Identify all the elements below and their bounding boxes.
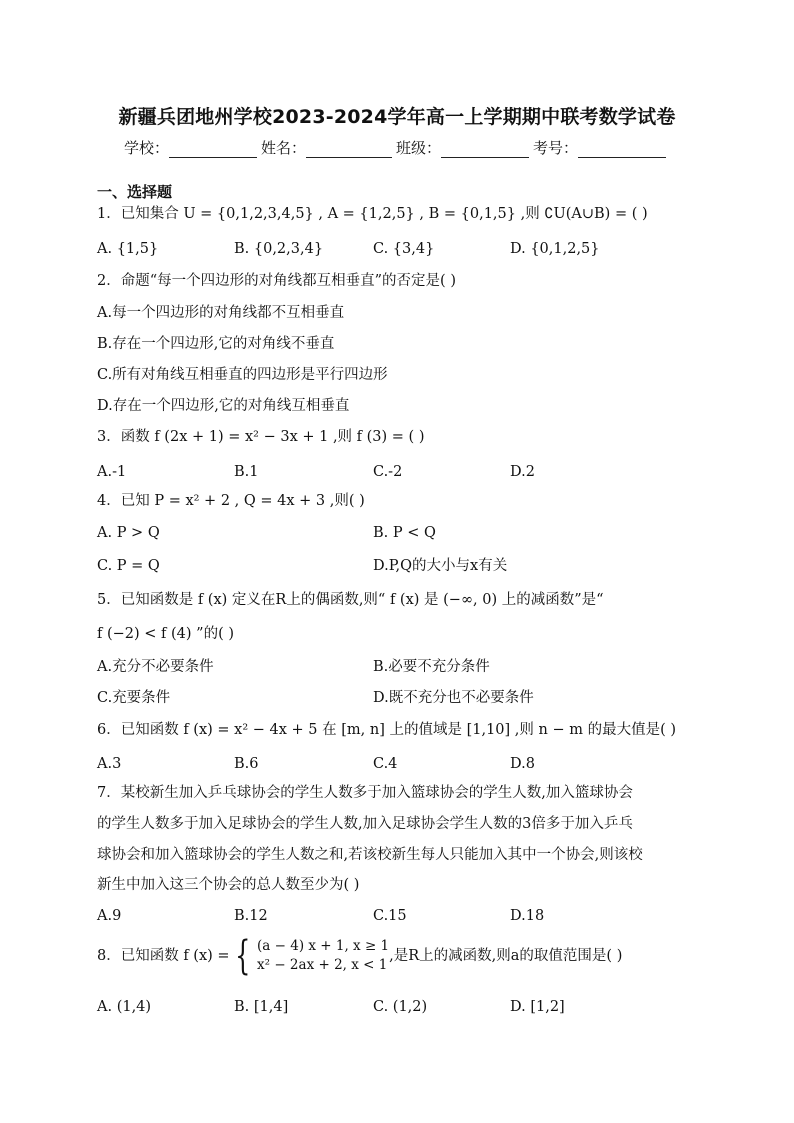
exam-number-label: 考号： [533,139,579,157]
question-3-option-a: A.-1 [97,464,127,480]
school-blank [169,141,257,158]
question-6-option-a: A.3 [97,756,122,772]
exam-number-blank [578,141,666,158]
question-2-option-d: D.存在一个四边形,它的对角线互相垂直 [97,398,350,414]
question-1-option-c: C. {3,4} [373,241,435,257]
class-blank [441,141,529,158]
piecewise-case-2: x² − 2ax + 2, x < 1 [257,957,388,973]
question-6-option-c: C.4 [373,756,398,772]
question-2-option-a: A.每一个四边形的对角线都不互相垂直 [97,305,345,321]
question-7-option-b: B.12 [234,908,268,924]
question-2-option-b: B.存在一个四边形,它的对角线不垂直 [97,336,335,352]
question-1-option-a: A. {1,5} [97,241,159,257]
question-4-option-c: C. P = Q [97,558,160,574]
question-4-option-d: D.P,Q的大小与x有关 [373,558,508,574]
school-label: 学校： [124,139,170,157]
name-label: 姓名： [261,139,307,157]
question-8-option-b: B. [1,4] [234,999,289,1015]
question-7-option-d: D.18 [510,908,545,924]
question-8-stem [97,933,623,979]
piecewise-function [230,933,390,979]
question-3-option-c: C.-2 [373,464,403,480]
question-1-option-d: D. {0,1,2,5} [510,241,600,257]
question-3-stem: 3．函数 f (2x + 1) = x² − 3x + 1 ,则 f (3) = ( ) [97,429,425,445]
question-3-option-d: D.2 [510,464,535,480]
question-2-option-c: C.所有对角线互相垂直的四边形是平行四边形 [97,367,388,383]
question-6-option-d: D.8 [510,756,535,772]
question-2-stem: 2．命题“每一个四边形的对角线都互相垂直”的否定是( ) [97,273,456,289]
question-5-option-a: A.充分不必要条件 [97,659,214,675]
question-3-option-b: B.1 [234,464,259,480]
question-8-option-a: A. (1,4) [97,999,152,1015]
question-5-stem-line-2: f (−2) < f (4) ”的( ) [97,626,234,642]
piecewise-case-1: (a − 4) x + 1, x ≥ 1 [257,938,390,954]
question-8-option-c: C. (1,2) [373,999,428,1015]
question-6-stem: 6．已知函数 f (x) = x² − 4x + 5 在 [m, n] 上的值域是 [1,10] ,则 n − m 的最大值是( ) [97,722,676,738]
left-brace-glyph: { [234,933,250,979]
question-7-stem-line-4: 新生中加入这三个协会的总人数至少为( ) [97,877,360,893]
question-7-option-a: A.9 [97,908,122,924]
section-title: 一、选择题 [97,183,173,201]
question-1-stem: 1．已知集合 U = {0,1,2,3,4,5} , A = {1,2,5} , B = {0,1,5} ,则 ∁U(A∪B) = ( ) [97,206,648,222]
question-6-option-b: B.6 [234,756,259,772]
student-info-row [124,137,670,158]
question-4-option-b: B. P < Q [373,525,436,541]
question-5-option-c: C.充要条件 [97,690,171,706]
question-7-option-c: C.15 [373,908,407,924]
question-5-option-b: B.必要不充分条件 [373,659,490,675]
question-5-stem-line-1: 5．已知函数是 f (x) 定义在R上的偶函数,则“ f (x) 是 (−∞, 0) 上的减函数”是“ [97,592,604,608]
piecewise-cases [257,937,389,975]
class-label: 班级： [396,139,442,157]
question-4-option-a: A. P > Q [97,525,160,541]
question-7-stem-line-2: 的学生人数多于加入足球协会的学生人数,加入足球协会学生人数的3倍多于加入乒乓 [97,816,633,832]
question-8-stem-prefix: 8．已知函数 f (x) = [97,948,230,964]
question-8-stem-suffix: ,是R上的减函数,则a的取值范围是( ) [389,948,623,964]
question-5-option-d: D.既不充分也不必要条件 [373,690,534,706]
question-8-option-d: D. [1,2] [510,999,565,1015]
question-4-stem: 4．已知 P = x² + 2 , Q = 4x + 3 ,则( ) [97,493,365,509]
question-1-option-b: B. {0,2,3,4} [234,241,324,257]
name-blank [306,141,392,158]
question-7-stem-line-3: 球协会和加入篮球协会的学生人数之和,若该校新生每人只能加入其中一个协会,则该校 [97,847,643,863]
question-7-stem-line-1: 7．某校新生加入乒乓球协会的学生人数多于加入篮球协会的学生人数,加入篮球协会 [97,785,633,801]
page-title: 新疆兵团地州学校2023-2024学年高一上学期期中联考数学试卷 [118,106,676,128]
